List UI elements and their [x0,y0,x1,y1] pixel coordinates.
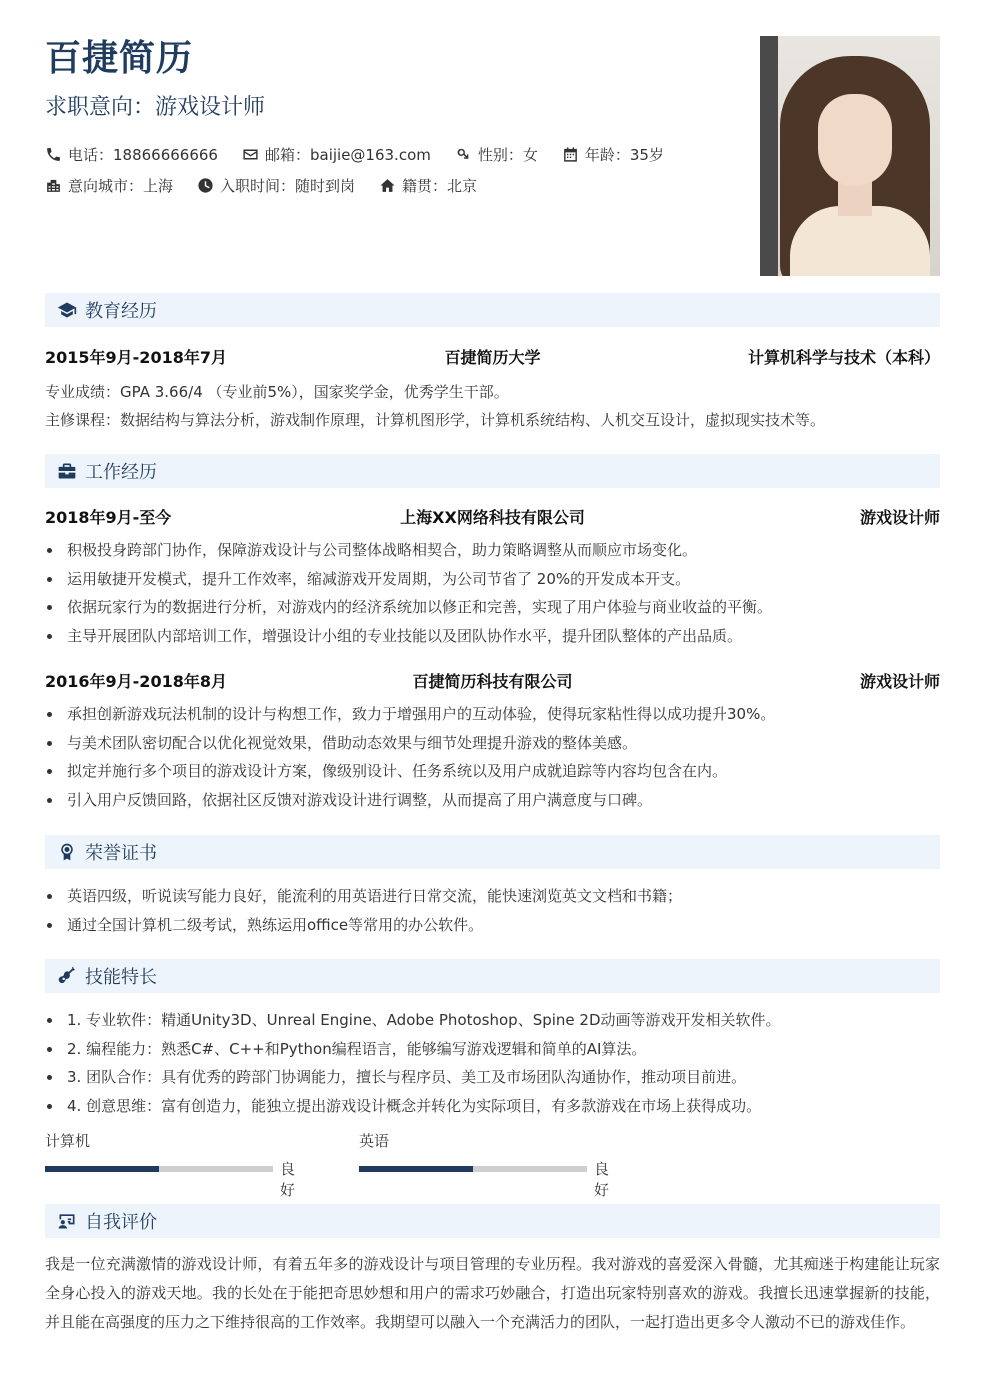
section-education [45,293,940,327]
job-intent: 求职意向：游戏设计师 [45,95,266,120]
education-score: 专业成绩：GPA 3.66/4 （专业前5%），国家奖学金，优秀学生干部。 [45,383,509,401]
list-item: 3. 团队合作：具有优秀的跨部门协调能力，擅长与程序员、美工及市场团队沟通协作，推动项目前进。 [45,1063,940,1092]
list-item: 依据玩家行为的数据进行分析，对游戏内的经济系统加以修正和完善，实现了用户体验与商业收益的平衡。 [45,593,940,622]
skill-bar-computer [45,1130,296,1199]
graduation-cap-icon [57,300,77,320]
education-period: 2015年9月-2018年7月 [45,348,227,367]
phone-info [45,144,218,165]
section-title: 教育经历 [85,301,157,322]
candidate-name: 百捷简历 [45,38,194,79]
list-item: 英语四级，听说读写能力良好，能流利的用英语进行日常交流，能快速浏览英文文档和书籍； [45,882,940,911]
education-major: 计算机科学与技术（本科） [747,348,940,367]
skill-bar-fill [45,1166,159,1172]
self-evaluation-text: 我是一位充满激情的游戏设计师，有着五年多的游戏设计与项目管理的专业历程。我对游戏的喜爱深入骨髓，尤其痴迷于构建能让玩家全身心投入的游戏天地。我的长处在于能把奇思妙想和用户的需求巧妙融合，打造出玩家特别喜欢的游戏。我擅长迅速掌握新的技能，并且能在高强度的压力之下维持很高的工作效率。我期望可以融入一个充满活力的团队，一起打造出更多令人激动不已的游戏佳作。 [45,1255,940,1331]
education-school: 百捷简历大学 [444,348,541,367]
list-item: 引入用户反馈回路，依据社区反馈对游戏设计进行调整，从而提高了用户满意度与口碑。 [45,786,940,815]
list-item: 积极投身跨部门协作，保障游戏设计与公司整体战略相契合，助力策略调整从而顺应市场变化。 [45,536,940,565]
section-work [45,454,940,488]
list-item: 通过全国计算机二级考试，熟练运用office等常用的办公软件。 [45,911,940,940]
honor-list [45,882,940,939]
section-skills [45,959,940,993]
clock-icon [197,177,214,194]
list-item: 2. 编程能力：熟悉C#、C++和Python编程语言，能够编写游戏逻辑和简单的AI算法。 [45,1035,940,1064]
profile-photo [760,36,940,276]
start-info [197,175,355,196]
guitar-icon [57,966,77,986]
job-role: 游戏设计师 [859,672,940,691]
gender-text: 性别：女 [477,146,538,164]
job-duties [45,536,940,650]
section-title: 荣誉证书 [85,843,157,864]
section-title: 工作经历 [85,462,157,483]
contact-row-1 [45,144,664,165]
list-item: 主导开展团队内部培训工作，增强设计小组的专业技能以及团队协作水平，提升团队整体的产出品质。 [45,622,940,651]
list-item: 1. 专业软件：精通Unity3D、Unreal Engine、Adobe Photoshop、Spine 2D动画等游戏开发相关软件。 [45,1006,940,1035]
skill-list [45,1006,940,1120]
mail-icon [242,146,259,163]
section-honors [45,835,940,869]
age-text: 年龄：35岁 [584,146,664,164]
city-info [45,175,173,196]
list-item: 承担创新游戏玩法机制的设计与构想工作，致力于增强用户的互动体验，使得玩家粘性得以成功提升30%。 [45,700,940,729]
skill-bar-track [359,1166,587,1172]
hometown-info [379,175,477,196]
gender-info [455,144,538,165]
education-row [45,345,940,368]
city-icon [45,177,62,194]
city-text: 意向城市：上海 [68,177,174,195]
home-icon [379,177,396,194]
phone-icon [45,146,62,163]
email-text: 邮箱：baijie@163.com [264,146,431,164]
section-title: 自我评价 [85,1212,157,1233]
skill-bar-level: 良好 [594,1160,610,1199]
start-text: 入职时间：随时到岗 [220,177,356,195]
contact-row-2 [45,175,477,196]
skill-bar-track [45,1166,273,1172]
award-icon [57,842,77,862]
list-item: 拟定并施行多个项目的游戏设计方案，像级别设计、任务系统以及用户成就追踪等内容均包含在内。 [45,757,940,786]
section-self [45,1204,940,1238]
email-info [242,144,431,165]
list-item: 与美术团队密切配合以优化视觉效果，借助动态效果与细节处理提升游戏的整体美感。 [45,729,940,758]
job-company: 百捷简历科技有限公司 [412,672,573,691]
hometown-text: 籍贯：北京 [402,177,478,195]
gender-icon [455,146,472,163]
skill-bar-level: 良好 [280,1160,296,1199]
calendar-icon [562,146,579,163]
list-item: 运用敏捷开发模式，提升工作效率，缩减游戏开发周期，为公司节省了 20%的开发成本开支。 [45,565,940,594]
list-item: 4. 创意思维：富有创造力，能独立提出游戏设计概念并转化为实际项目，有多款游戏在市场上获得成功。 [45,1092,940,1121]
job-period: 2018年9月-至今 [45,508,172,527]
skill-bar-label: 计算机 [45,1132,91,1150]
phone-text: 电话：18866666666 [68,146,218,164]
section-title: 技能特长 [85,967,157,988]
skill-bar-english [359,1130,610,1199]
briefcase-icon [57,461,77,481]
job-row [45,669,940,692]
job-period: 2016年9月-2018年8月 [45,672,227,691]
skill-bar-label: 英语 [359,1132,390,1150]
education-courses: 主修课程：数据结构与算法分析，游戏制作原理，计算机图形学，计算机系统结构、人机交互设计，虚拟现实技术等。 [45,411,826,429]
skill-bar-fill [359,1166,473,1172]
job-row [45,505,940,528]
job-duties [45,700,940,814]
job-role: 游戏设计师 [859,508,940,527]
presenter-icon [57,1211,77,1231]
age-info [562,144,664,165]
job-company: 上海XX网络科技有限公司 [400,508,585,527]
